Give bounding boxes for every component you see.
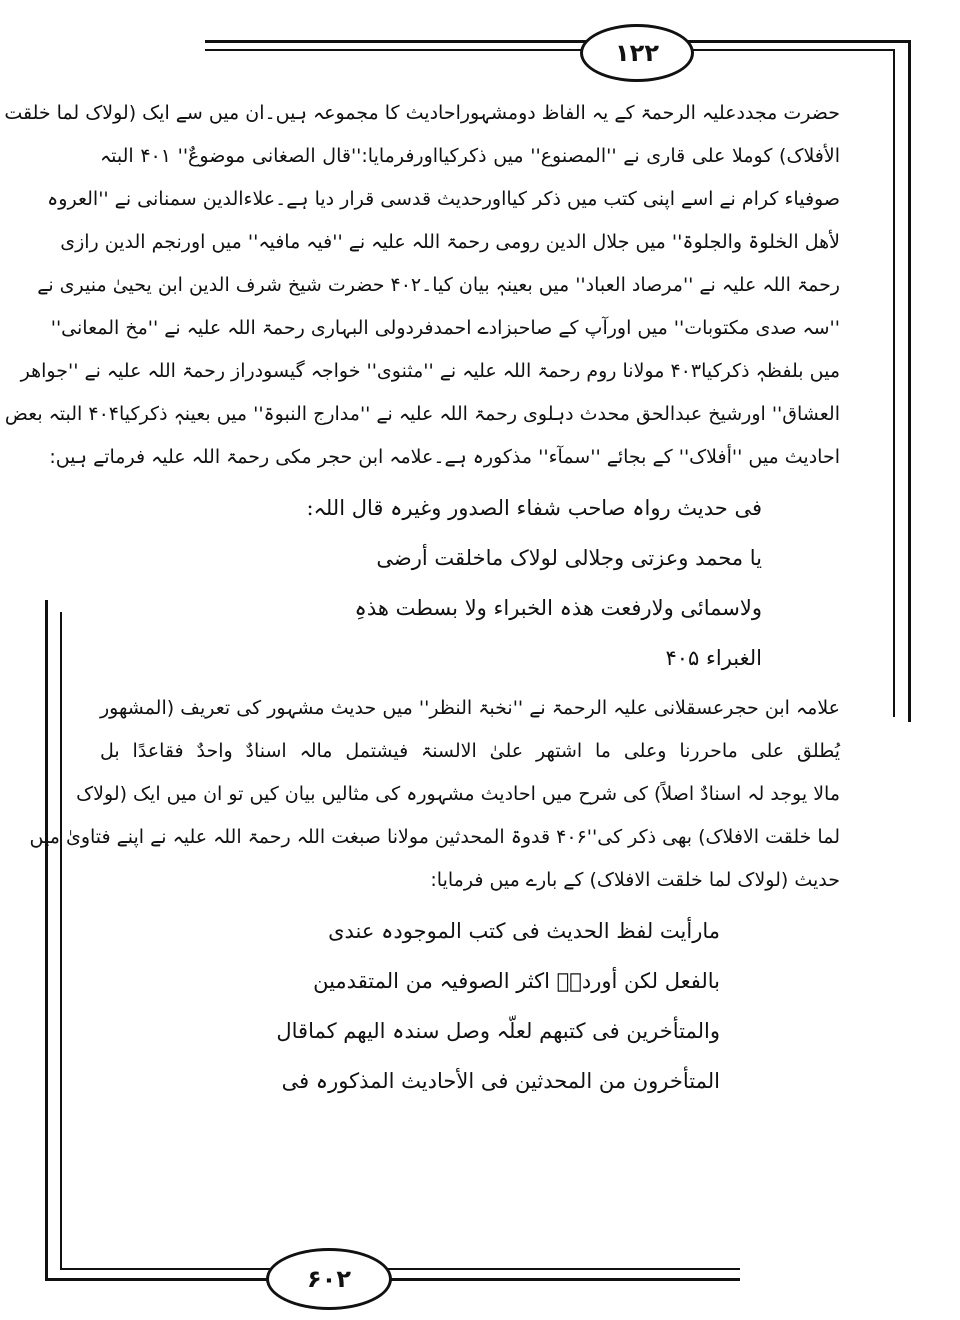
quote-line: مارأیت لفظ الحدیث فی کتب الموجودہ عندی	[328, 919, 720, 943]
frame-right-outer	[908, 40, 911, 722]
frame-right-inner	[893, 49, 895, 717]
quote-line: الغبراء ۴۰۵	[665, 646, 762, 670]
frame-bottom-outer	[45, 1278, 740, 1281]
frame-top-outer	[205, 40, 910, 43]
page-number-bottom	[266, 1248, 392, 1310]
text-line: مالا یوجد لہ اسنادٌ اصلاً) کی شرح میں احادیث مشہورہ کی مثالیں بیان کیں تو ان میں ایک (لولاک	[76, 783, 840, 805]
quote-line: بالفعل لکن أوردہٗ اکثر الصوفیہ من المتقدمین	[313, 969, 720, 993]
text-line: حدیث (لولاک لما خلقت الافلاک) کے بارے میں فرمایا:	[430, 869, 840, 891]
page-number-top	[580, 24, 694, 82]
quote-line: ولاسمائی ولارفعت ھذہ الخبراء ولا بسطت ھذہِ	[354, 596, 762, 620]
quote-line: فی حدیث رواہ صاحب شفاء الصدور وغیرہ قال اللہ:	[306, 496, 762, 520]
page-number-top-text: ۱۲۲	[615, 39, 659, 67]
paragraph-2	[29, 687, 840, 902]
text-line: لما خلقت الافلاک) بھی ذکر کی''۴۰۶ قدوۃ المحدثین مولانا صبغت اللہ رحمۃ اللہ علیہ نے اپنے فتاویٰ میں	[29, 826, 840, 848]
page-number-bottom-text: ۶۰۲	[307, 1265, 351, 1293]
text-line: الأفلاک) کوملا علی قاری نے ''المصنوع'' میں ذکرکیااورفرمایا:''قال الصغانی موضوعٌ'' ۴۰۱ البتہ	[100, 145, 840, 167]
quote-line: یا محمد وعزتی وجلالی لولاک ماخلقت أرضی	[376, 546, 762, 570]
frame-left-outer	[45, 600, 48, 1281]
text-line: صوفیاء کرام نے اسے اپنی کتب میں ذکر کیااورحدیث قدسی قرار دیا ہے۔علاءالدین سمنانی نے ''العروہ	[47, 188, 840, 210]
page-body	[4, 92, 840, 1106]
quote-line: والمتأخرین فی کتبھم لعلّہ وصل سندہ الیھم کماقال	[276, 1019, 720, 1043]
text-line: میں بلفظہٖ ذکرکیا۴۰۳ مولانا روم رحمۃ اللہ علیہ نے ''مثنوی'' خواجہ گیسودراز رحمۃ اللہ علیہ نے ''جواھر	[20, 360, 840, 382]
text-line: یُطلق علی ماحررنا وعلی ما اشتھر علیٰ الالسنۃ فیشتمل مالہ اسنادٌ واحدٌ فقاعدًا بل	[100, 740, 840, 762]
text-line: حضرت مجددعلیہ الرحمۃ کے یہ الفاظ دومشہوراحادیث کا مجموعہ ہیں۔ان میں سے ایک (لولاک لما خلقت	[4, 102, 840, 124]
text-line: احادیث میں ''أفلاک'' کے بجائے ''سمآء'' مذکورہ ہے۔علامہ ابن حجر مکی رحمۃ اللہ علیہ فرماتے ہیں:	[49, 446, 840, 468]
arabic-quote-2	[100, 906, 840, 1106]
text-line: رحمۃ اللہ علیہ نے ''مرصاد العباد'' میں بعینہٖ بیان کیا۔۴۰۲ حضرت شیخ شرف الدین ابن یحییٰ منیری نے	[37, 274, 840, 296]
quote-line: المتأخرون من المحدثین فی الأحادیث المذکورہ فی	[281, 1069, 720, 1093]
paragraph-1	[4, 92, 840, 479]
text-line: ''سہ صدی مکتوبات'' میں اورآپ کے صاحبزادے احمدفردولی البہاری رحمۃ اللہ علیہ نے ''مخ المعانی''	[50, 317, 840, 339]
text-line: علامہ ابن حجرعسقلانی علیہ الرحمۃ نے ''نخبۃ النظر'' میں حدیث مشہور کی تعریف (المشھور	[100, 697, 840, 719]
frame-bottom-inner	[60, 1268, 740, 1270]
arabic-quote-1	[100, 483, 840, 683]
frame-left-inner	[60, 612, 62, 1270]
text-line: لأھل الخلوۃ والجلوۃ'' میں جلال الدین رومی رحمۃ اللہ علیہ نے ''فیہ مافیہ'' میں اورنجم الدین رازی	[60, 231, 840, 253]
text-line: العشاق'' اورشیخ عبدالحق محدث دہلوی رحمۃ اللہ علیہ نے ''مدارج النبوۃ'' میں بعینہٖ ذکرکیا۴۰۴ البتہ بعض	[4, 403, 840, 425]
frame-top-inner	[205, 49, 895, 51]
